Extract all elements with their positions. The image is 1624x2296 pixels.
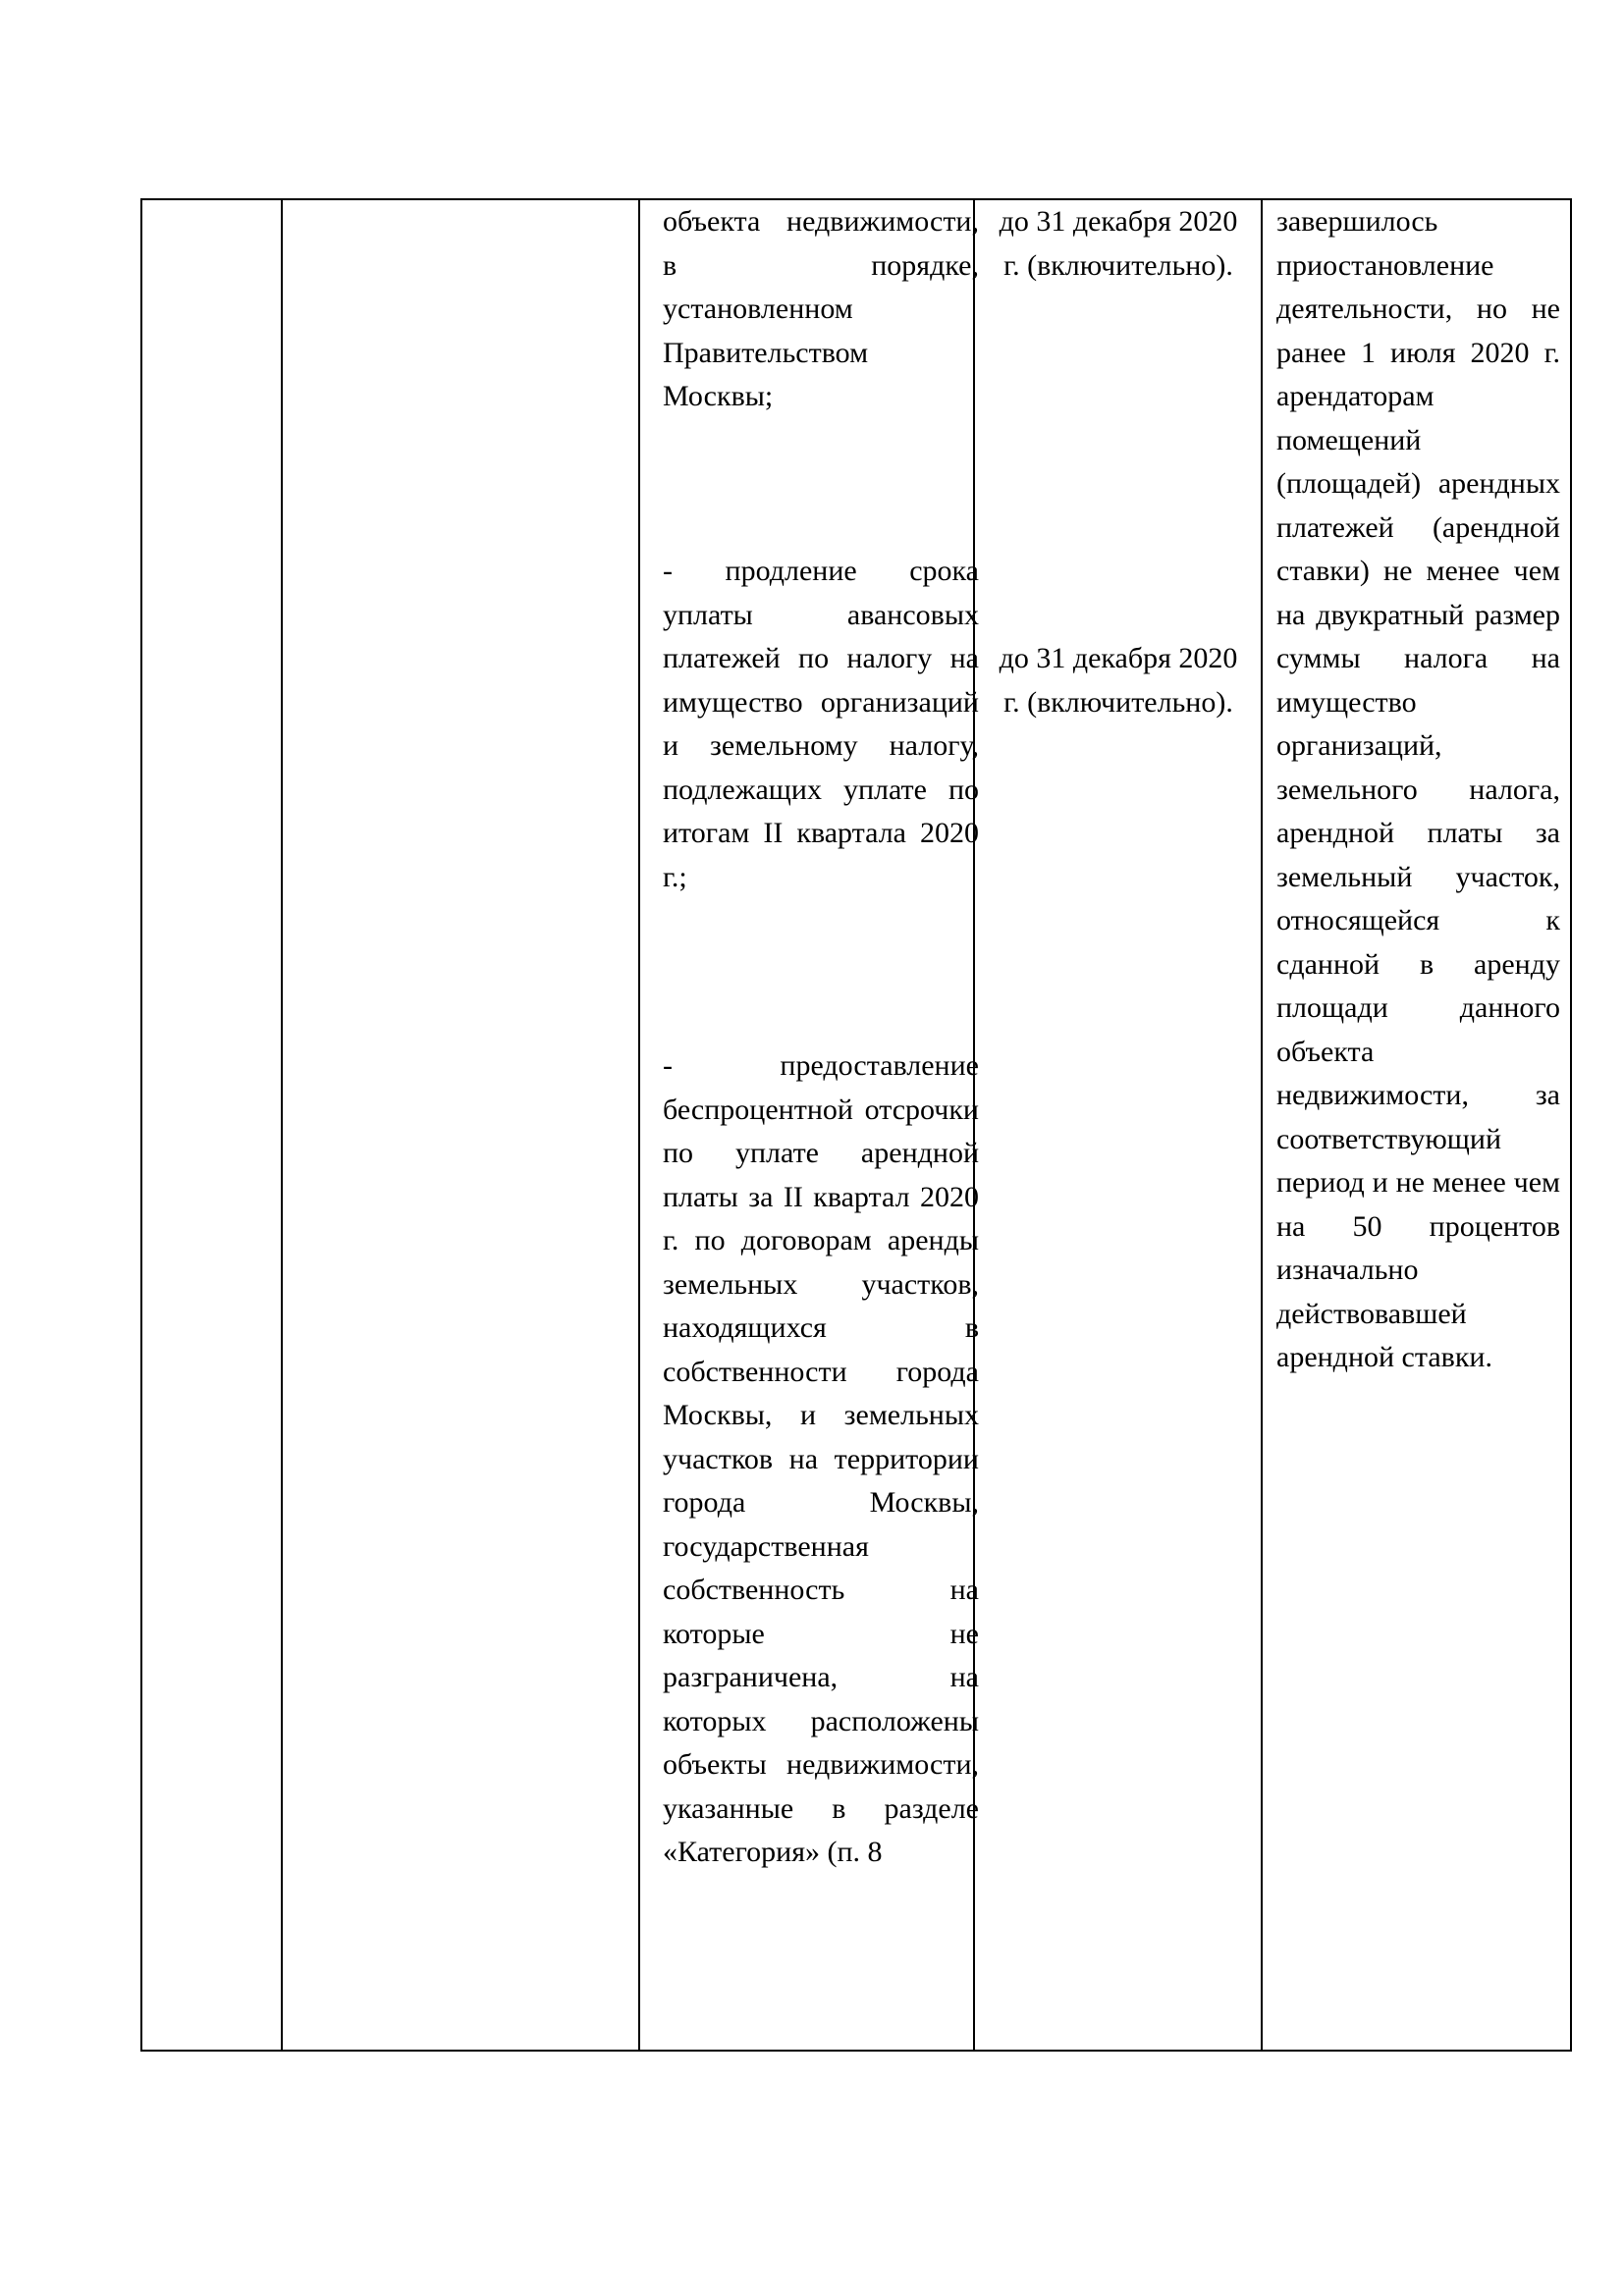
measure-text-block-3: - предоставление беспроцентной отсрочки по уплате арендной платы за II квартал 2020 г. по договорам аренды земельных участков, находящихся в собственности города Москвы, и земельных участков на территории города Москвы, государственная собственность на которые не разграничена, на которых расположены объекты недвижимости, указанные в разделе «Категория» (п. 8 <box>663 1049 979 1868</box>
column-divider-1 <box>281 200 283 2050</box>
measure-text-block-1: объекта недвижимости, в порядке, установленном Правительством Москвы; <box>663 205 979 412</box>
deadline-text-1: до 31 декабря 2020 г. (включительно). <box>999 205 1238 282</box>
column-divider-2 <box>638 200 640 2050</box>
condition-cell <box>1263 200 1574 2050</box>
deadline-text-2: до 31 декабря 2020 г. (включительно). <box>999 642 1238 719</box>
deadline-cell <box>975 200 1262 2050</box>
measure-description-cell <box>649 200 993 2050</box>
condition-text: завершилось приостановление деятельности, но не ранее 1 июля 2020 г. арендаторам помещений (площадей) арендных платежей (арендной ставки) не менее чем на двукратный размер суммы налога на имущество организаций, земельного налога, арендной платы за земельный участок, относящейся к сданной в аренду площади данного объекта недвижимости, за соответствующий период и не менее чем на 50 процентов изначально действовавшей арендной ставки. <box>1276 205 1560 1373</box>
measure-text-block-2: - продление срока уплаты авансовых платежей по налогу на имущество организаций и земельному налогу, подлежащих уплате по итогам II квартала 2020 г.; <box>663 555 979 893</box>
measures-table <box>140 198 1572 2052</box>
